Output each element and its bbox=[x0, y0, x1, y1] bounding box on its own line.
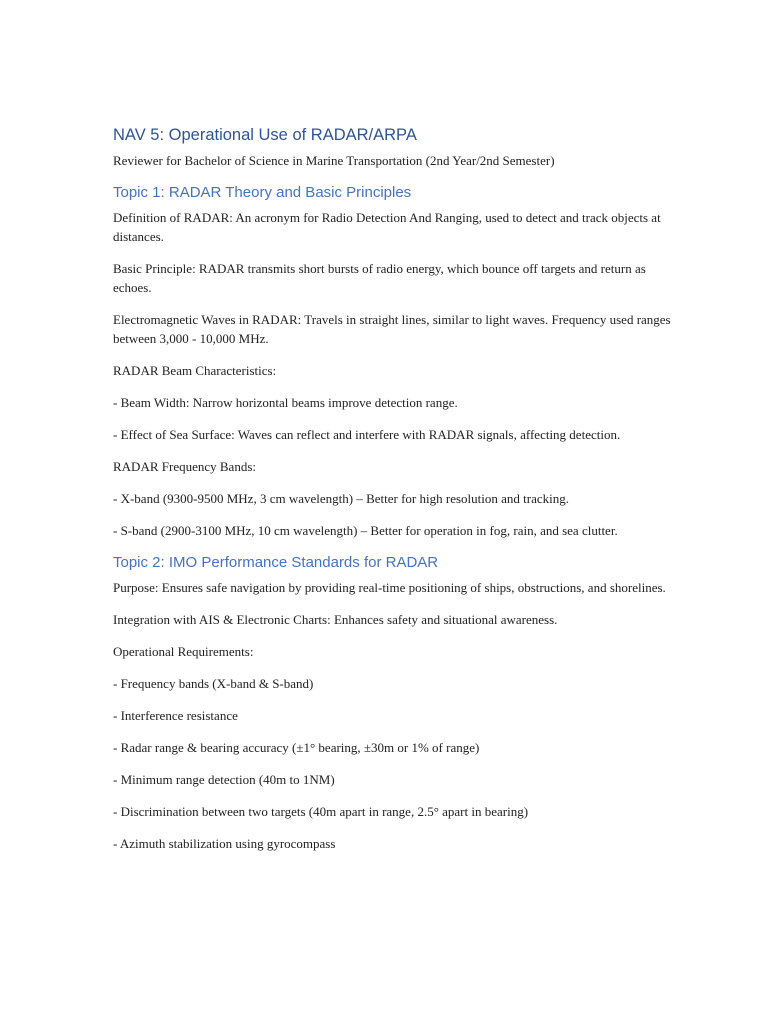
list-item: - Radar range & bearing accuracy (±1° bearing, ±30m or 1% of range) bbox=[113, 740, 480, 755]
paragraph: Operational Requirements: bbox=[113, 644, 254, 659]
document-subtitle: Reviewer for Bachelor of Science in Marine Transportation (2nd Year/2nd Semester) bbox=[113, 153, 555, 168]
list-item: - Discrimination between two targets (40m apart in range, 2.5° apart in bearing) bbox=[113, 804, 529, 819]
list-item: - Interference resistance bbox=[113, 708, 238, 723]
paragraph: Definition of RADAR: An acronym for Radio Detection And Ranging, used to detect and track objects at distances. bbox=[113, 210, 661, 244]
list-item: - Effect of Sea Surface: Waves can reflect and interfere with RADAR signals, affecting detection. bbox=[113, 427, 621, 442]
document-page bbox=[113, 124, 673, 866]
section-heading: Topic 1: RADAR Theory and Basic Principles bbox=[113, 184, 412, 201]
paragraph: RADAR Beam Characteristics: bbox=[113, 363, 277, 378]
paragraph: Purpose: Ensures safe navigation by providing real-time positioning of ships, obstructions, and shorelines. bbox=[113, 580, 666, 595]
list-item: - Minimum range detection (40m to 1NM) bbox=[113, 772, 335, 787]
list-item: - Beam Width: Narrow horizontal beams improve detection range. bbox=[113, 395, 458, 410]
paragraph: RADAR Frequency Bands: bbox=[113, 459, 256, 474]
list-item: - X-band (9300-9500 MHz, 3 cm wavelength) – Better for high resolution and tracking. bbox=[113, 491, 569, 506]
list-item: - S-band (2900-3100 MHz, 10 cm wavelength) – Better for operation in fog, rain, and sea clutter. bbox=[113, 523, 618, 538]
paragraph: Electromagnetic Waves in RADAR: Travels in straight lines, similar to light waves. Frequency used ranges between 3,000 - 10,000 MHz. bbox=[113, 312, 671, 346]
paragraph: Integration with AIS & Electronic Charts: Enhances safety and situational awareness. bbox=[113, 612, 558, 627]
paragraph: Basic Principle: RADAR transmits short bursts of radio energy, which bounce off targets and return as echoes. bbox=[113, 261, 646, 295]
list-item: - Azimuth stabilization using gyrocompass bbox=[113, 836, 336, 851]
list-item: - Frequency bands (X-band & S-band) bbox=[113, 676, 314, 691]
section-topic-2 bbox=[113, 552, 673, 853]
document-title: NAV 5: Operational Use of RADAR/ARPA bbox=[113, 126, 417, 144]
section-topic-1 bbox=[113, 182, 673, 540]
section-heading: Topic 2: IMO Performance Standards for RADAR bbox=[113, 554, 439, 571]
